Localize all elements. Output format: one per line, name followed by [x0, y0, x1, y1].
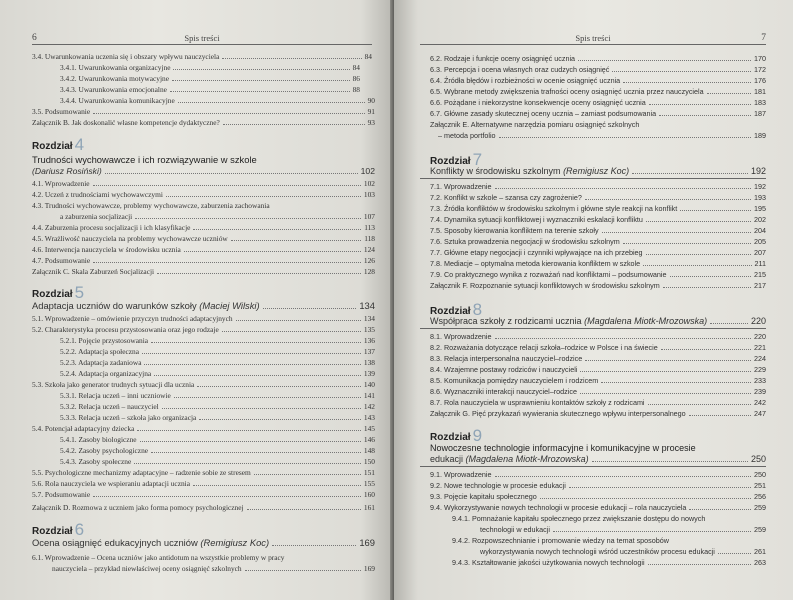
chapter-rule — [420, 178, 766, 179]
toc-entry: 5.2.2. Adaptacja społeczna 137 — [60, 347, 375, 356]
toc-entry: 4.1. Wprowadzenie 102 — [32, 179, 375, 188]
toc-entry: 8.1. Wprowadzenie 220 — [430, 332, 766, 341]
toc-entry: 3.5. Podsumowanie 91 — [32, 107, 375, 116]
chapter-label: Rozdział 8 — [430, 300, 483, 319]
toc-entry: 5.2.3. Adaptacja zadaniowa 138 — [60, 358, 375, 367]
left-running-header — [32, 32, 372, 45]
toc-entry: 4.4. Zaburzenia procesu socjalizacji i ich klasyfikacje 113 — [32, 223, 375, 232]
toc-entry: 7.3. Źródła konfliktów w środowisku szkolnym i główne style reakcji na konflikt 195 — [430, 204, 766, 213]
toc-entry: 5.4.3. Zasoby społeczne 150 — [60, 457, 375, 466]
toc-entry: 8.5. Komunikacja pomiędzy nauczycielem i rodzicem 233 — [430, 376, 766, 385]
chapter-number: 9 — [472, 426, 483, 445]
toc-entry: 7.4. Dynamika sytuacji konfliktowej i wyznaczniki eskalacji konfliktu 202 — [430, 215, 766, 224]
toc-entry: 5.4. Potencjał adaptacyjny dziecka 145 — [32, 424, 375, 433]
chapter-number: 4 — [74, 135, 85, 154]
chapter-rule — [420, 328, 766, 329]
toc-entry: 9.4.3. Kształtowanie jakości użytkowania nowych technologii 263 — [452, 558, 766, 567]
toc-entry: 6.7. Główne zasady skutecznej oceny ucznia – zamiast podsumowania 187 — [430, 109, 766, 118]
toc-entry: 5.1. Wprowadzenie – omówienie przyczyn trudności adaptacyjnych 134 — [32, 314, 375, 323]
toc-entry: nauczyciela – przykład niewłaściwej oceny osiągnięć szkolnych 169 — [52, 564, 375, 573]
chapter-label: Rozdział 7 — [430, 150, 483, 169]
toc-entry: 7.6. Sztuka prowadzenia negocjacji w środowisku szkolnym 205 — [430, 237, 766, 246]
toc-entry: Załącznik C. Skala Zaburzeń Socjalizacji 128 — [32, 267, 375, 276]
toc-entry: 8.2. Rozważania dotyczące relacji szkoła–rodzice w Polsce i na świecie 221 — [430, 343, 766, 352]
toc-entry: 7.2. Konflikt w szkole – szansa czy zagrożenie? 193 — [430, 193, 766, 202]
toc-entry-line: 6.1. Wprowadzenie – Ocena uczniów jako antidotum na wszystkie problemy w pracy — [32, 553, 285, 562]
right-page — [394, 0, 793, 600]
toc-entry-line: 4.3. Trudności wychowawcze, problemy wychowawcze, zaburzenia zachowania — [32, 201, 270, 210]
left-running-head: Spis treści — [184, 33, 220, 43]
toc-entry: technologii w edukacji 259 — [480, 525, 766, 534]
toc-entry: 5.2.1. Pojęcie przystosowania 136 — [60, 336, 375, 345]
toc-entry-line: 9.4.2. Rozpowszechnianie i promowanie wiedzy na temat sposobów — [452, 536, 669, 545]
chapter-number: 5 — [74, 283, 85, 302]
toc-entry: 9.2. Nowe technologie w procesie edukacji 251 — [430, 481, 766, 490]
toc-entry: 6.3. Percepcja i ocena własnych oraz cudzych osiągnięć 172 — [430, 65, 766, 74]
toc-entry: 4.2. Uczeń z trudnościami wychowawczymi 103 — [32, 190, 375, 199]
toc-entry: 5.6. Rola nauczyciela we wspieraniu adaptacji ucznia 155 — [32, 479, 375, 488]
toc-entry: 5.4.1. Zasoby biologiczne 146 — [60, 435, 375, 444]
toc-entry: 4.5. Wrażliwość nauczyciela na problemy wychowawcze uczniów 118 — [32, 234, 375, 243]
toc-entry: 7.7. Główne etapy negocjacji i czynniki wpływające na ich przebieg 207 — [430, 248, 766, 257]
chapter-rule — [420, 466, 766, 467]
chapter-number: 6 — [74, 520, 85, 539]
toc-entry: 6.4. Źródła błędów i rozbieżności w ocenie osiągnięć ucznia 176 — [430, 76, 766, 85]
toc-entry: 9.4. Wykorzystywanie nowych technologii w procesie edukacji – rola nauczyciela 259 — [430, 503, 766, 512]
toc-entry: Załącznik B. Jak doskonalić własne kompetencje dydaktyczne? 93 — [32, 118, 375, 127]
chapter-title: Nowoczesne technologie informacyjne i komunikacyjne w procesie — [430, 443, 696, 453]
toc-entry: 5.3. Szkoła jako generator trudnych sytuacji dla ucznia 140 — [32, 380, 375, 389]
toc-entry: Załącznik G. Pięć przykazań wywierania skutecznego wpływu interpersonalnego 247 — [430, 409, 766, 418]
right-running-head: Spis treści — [575, 33, 611, 43]
toc-entry: 6.6. Pożądane i niekorzystne konsekwencje oceny osiągnięć ucznia 183 — [430, 98, 766, 107]
toc-entry: 3.4.1. Uwarunkowania organizacyjne 84 — [60, 63, 360, 72]
toc-entry: 9.1. Wprowadzenie 250 — [430, 470, 766, 479]
chapter-number: 7 — [472, 150, 483, 169]
left-page — [0, 0, 392, 600]
toc-entry: 5.2. Charakterystyka procesu przystosowania oraz jego rodzaje 135 — [32, 325, 375, 334]
toc-entry: 7.9. Co praktycznego wynika z rozważań nad konfliktami – podsumowanie 215 — [430, 270, 766, 279]
right-running-header — [420, 32, 766, 45]
chapter-title: Trudności wychowawcze i ich rozwiązywanie w szkole — [32, 154, 257, 165]
chapter-label: Rozdział 4 — [32, 135, 85, 154]
toc-entry: 6.2. Rodzaje i funkcje oceny osiągnięć ucznia 170 — [430, 54, 766, 63]
toc-entry: 7.5. Sposoby kierowania konfliktem na terenie szkoły 204 — [430, 226, 766, 235]
toc-entry: Załącznik D. Rozmowa z uczniem jako forma pomocy psychologicznej 161 — [32, 503, 375, 512]
right-page-number: 7 — [761, 33, 766, 43]
toc-entry: 5.3.3. Relacja uczeń – szkoła jako organizacja 143 — [60, 413, 375, 422]
toc-entry: 6.5. Wybrane metody zwiększenia trafności oceny osiągnięć ucznia przez nauczyciela 181 — [430, 87, 766, 96]
toc-entry: 3.4.4. Uwarunkowania komunikacyjne 90 — [60, 96, 375, 105]
toc-entry-line: Załącznik E. Alternatywne narzędzia pomiaru osiągnięć szkolnych — [430, 120, 640, 129]
toc-entry: 9.3. Pojęcie kapitału społecznego 256 — [430, 492, 766, 501]
toc-entry: 8.3. Relacja interpersonalna nauczyciel–rodzice 224 — [430, 354, 766, 363]
toc-entry: 3.4. Uwarunkowania uczenia się i obszary wpływu nauczyciela 84 — [32, 52, 372, 61]
toc-entry: a zaburzenia socjalizacji 107 — [60, 212, 375, 221]
toc-entry: 5.3.1. Relacja uczeń – inni uczniowie 141 — [60, 391, 375, 400]
chapter-label: Rozdział 6 — [32, 520, 85, 539]
chapter-title-line: Konflikty w środowisku szkolnym (Remigiusz Koc) 192 — [430, 166, 766, 176]
toc-entry: 5.3.2. Relacja uczeń – nauczyciel 142 — [60, 402, 375, 411]
chapter-label: Rozdział 5 — [32, 283, 85, 302]
left-page-number: 6 — [32, 33, 37, 43]
toc-entry: wykorzystywania nowych technologii wśród uczestników procesu edukacji 261 — [480, 547, 766, 556]
toc-entry: 7.8. Mediacje – optymalna metoda kierowania konfliktem w szkole 211 — [430, 259, 766, 268]
toc-entry: – metoda portfolio 189 — [438, 131, 766, 140]
toc-entry: 3.4.3. Uwarunkowania emocjonalne 88 — [60, 85, 360, 94]
chapter-author-line: (Dariusz Rosiński) 102 — [32, 166, 375, 176]
toc-entry: 8.4. Wzajemne postawy rodziców i nauczycieli 229 — [430, 365, 766, 374]
toc-entry: 7.1. Wprowadzenie 192 — [430, 182, 766, 191]
toc-entry: 4.6. Interwencja nauczyciela w środowisku ucznia 124 — [32, 245, 375, 254]
toc-entry: 8.7. Rola nauczyciela w usprawnieniu kontaktów szkoły z rodzicami 242 — [430, 398, 766, 407]
chapter-title-line: Adaptacja uczniów do warunków szkoły (Maciej Wilski) 134 — [32, 300, 375, 311]
chapter-title-line: Współpraca szkoły z rodzicami ucznia (Magdalena Miotk-Mrozowska) 220 — [430, 316, 766, 326]
toc-entry-line: 9.4.1. Pomnażanie kapitału społecznego przez zwiększanie dostępu do nowych — [452, 514, 706, 523]
toc-entry: 8.6. Wyznaczniki interakcji nauczyciel–rodzice 239 — [430, 387, 766, 396]
toc-entry: Załącznik F. Rozpoznanie sytuacji konfliktowych w środowisku szkolnym 217 — [430, 281, 766, 290]
chapter-title-line: Ocena osiągnięć edukacyjnych uczniów (Remigiusz Koc) 169 — [32, 537, 375, 548]
chapter-title-line: edukacji (Magdalena Miotk-Mrozowska) 250 — [430, 454, 766, 464]
toc-entry: 5.5. Psychologiczne mechanizmy adaptacyjne – radzenie sobie ze stresem 151 — [32, 468, 375, 477]
toc-entry: 5.4.2. Zasoby psychologiczne 148 — [60, 446, 375, 455]
toc-entry: 5.2.4. Adaptacja organizacyjna 139 — [60, 369, 375, 378]
chapter-label: Rozdział 9 — [430, 426, 483, 445]
chapter-number: 8 — [472, 300, 483, 319]
toc-entry: 5.7. Podsumowanie 160 — [32, 490, 375, 499]
toc-entry: 3.4.2. Uwarunkowania motywacyjne 86 — [60, 74, 360, 83]
toc-entry: 4.7. Podsumowanie 126 — [32, 256, 375, 265]
